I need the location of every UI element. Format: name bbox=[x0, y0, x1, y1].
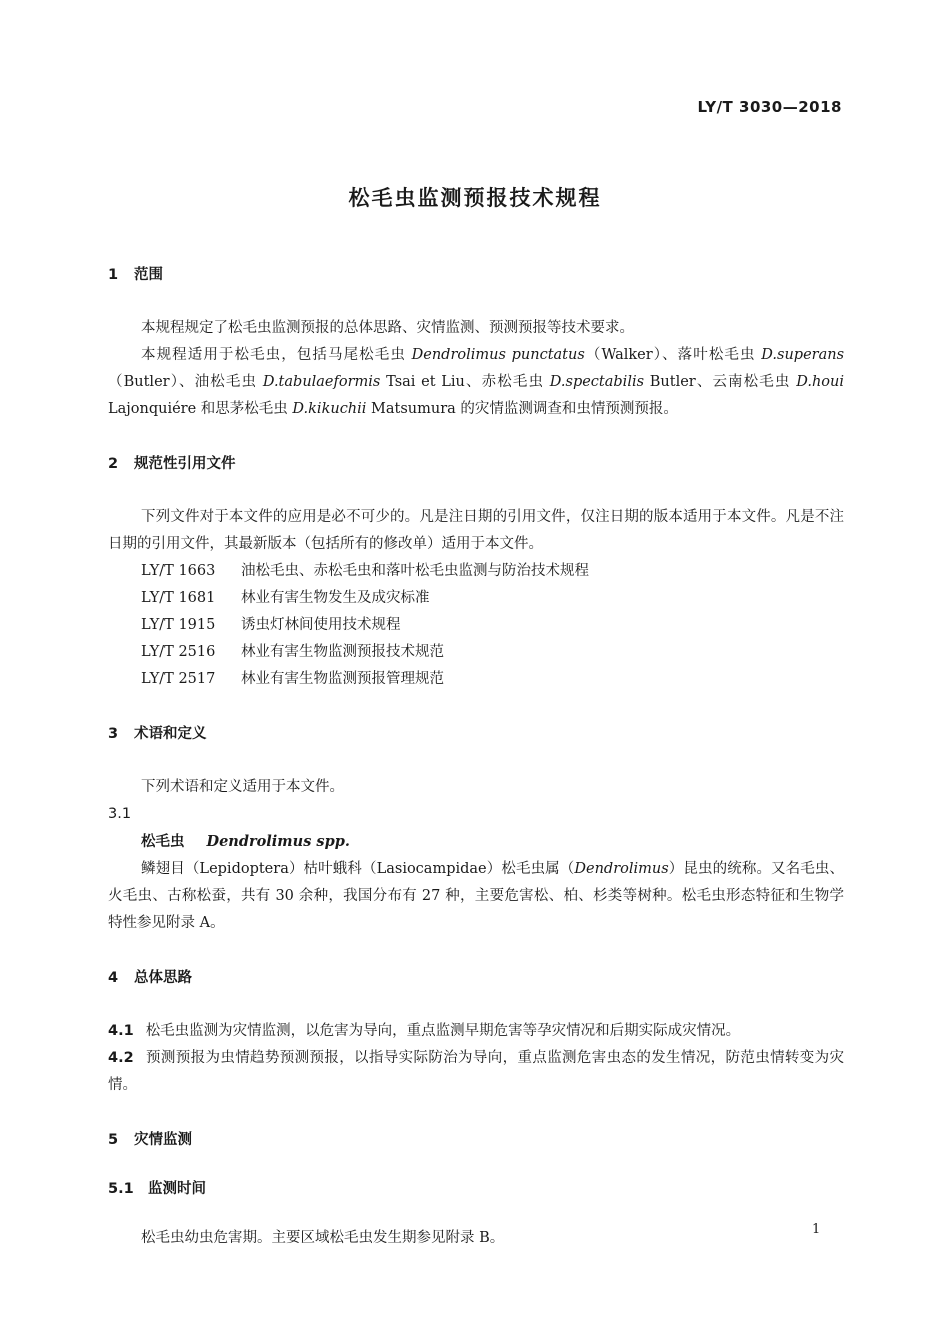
text-run: ）昆虫的统称。又名毛虫、火毛虫、古称松蚕，共有 30 余种，我国分布有 27 种，主要危害松、柏、杉类等树种。松毛虫形态特征和生物学特性参见附录 A。 bbox=[108, 861, 844, 931]
reference-code: LY/T 1681 bbox=[141, 590, 216, 606]
text-run: Lajonquiére 和思茅松毛虫 bbox=[108, 401, 293, 417]
section-title: 范围 bbox=[134, 267, 163, 283]
references-intro: 下列文件对于本文件的应用是必不可少的。凡是注日期的引用文件，仅注日期的版本适用于本文件。凡是不注日期的引用文件，其最新版本（包括所有的修改单）适用于本文件。 bbox=[108, 509, 844, 552]
scope-paragraph-2 bbox=[108, 342, 844, 423]
reference-title: 油松毛虫、赤松毛虫和落叶松毛虫监测与防治技术规程 bbox=[241, 563, 589, 579]
species-name: D.tabulaeformis bbox=[262, 374, 381, 390]
section-number: 2 bbox=[108, 456, 119, 472]
reference-title: 林业有害生物监测预报技术规范 bbox=[241, 644, 444, 660]
genus-name: Dendrolimus bbox=[574, 861, 669, 877]
reference-item bbox=[108, 639, 844, 666]
species-name: D.houi bbox=[796, 374, 844, 390]
section-title: 灾情监测 bbox=[134, 1132, 192, 1148]
page-number: 1 bbox=[812, 1222, 821, 1237]
section-heading-scope bbox=[108, 262, 844, 289]
clause-number: 4.2 bbox=[108, 1050, 134, 1066]
terms-intro: 下列术语和定义适用于本文件。 bbox=[141, 779, 344, 795]
reference-code: LY/T 1663 bbox=[141, 563, 216, 579]
section-number: 5 bbox=[108, 1132, 119, 1148]
term-entry bbox=[108, 828, 844, 856]
reference-code: LY/T 2517 bbox=[141, 671, 216, 687]
section-title: 总体思路 bbox=[134, 970, 192, 986]
scope-paragraph-1: 本规程规定了松毛虫监测预报的总体思路、灾情监测、预测预报等技术要求。 bbox=[141, 320, 634, 336]
section-title: 术语和定义 bbox=[134, 726, 207, 742]
species-name: Dendrolimus punctatus bbox=[411, 347, 585, 363]
document-body bbox=[108, 262, 844, 1252]
clause-number: 4.1 bbox=[108, 1023, 134, 1039]
monitoring-time-paragraph: 松毛虫幼虫危害期。主要区域松毛虫发生期参见附录 B。 bbox=[141, 1230, 505, 1246]
section-heading-disaster-monitoring bbox=[108, 1127, 844, 1154]
section-number: 3 bbox=[108, 726, 119, 742]
subsection-heading-monitoring-time bbox=[108, 1176, 844, 1203]
section-number: 1 bbox=[108, 267, 119, 283]
reference-title: 诱虫灯林间使用技术规程 bbox=[241, 617, 401, 633]
clause-text: 松毛虫监测为灾情监测，以危害为导向，重点监测早期危害等孕灾情况和后期实际成灾情况。 bbox=[145, 1023, 741, 1039]
standard-code: LY/T 3030—2018 bbox=[697, 98, 842, 116]
reference-code: LY/T 2516 bbox=[141, 644, 216, 660]
document-title: 松毛虫监测预报技术规程 bbox=[348, 186, 602, 210]
term-latin: Dendrolimus spp. bbox=[206, 833, 350, 850]
reference-item bbox=[108, 585, 844, 612]
text-run: （Walker）、落叶松毛虫 bbox=[584, 347, 762, 363]
reference-item bbox=[108, 666, 844, 693]
text-run: （Butler）、油松毛虫 bbox=[108, 374, 263, 390]
reference-item bbox=[108, 558, 844, 585]
clause-4-2 bbox=[108, 1045, 844, 1099]
term-number: 3.1 bbox=[108, 806, 132, 822]
species-name: D.kikuchii bbox=[292, 401, 367, 417]
species-name: D.superans bbox=[761, 347, 845, 363]
section-number: 4 bbox=[108, 970, 119, 986]
text-run: Butler、云南松毛虫 bbox=[644, 374, 797, 390]
section-heading-normative-references bbox=[108, 451, 844, 478]
text-run: Matsumura 的灾情监测调查和虫情预测预报。 bbox=[366, 401, 678, 417]
reference-code: LY/T 1915 bbox=[141, 617, 216, 633]
text-run: Tsai et Liu、赤松毛虫 bbox=[380, 374, 550, 390]
section-title: 规范性引用文件 bbox=[134, 456, 236, 472]
subsection-title: 监测时间 bbox=[148, 1181, 206, 1197]
section-heading-general-approach bbox=[108, 965, 844, 992]
reference-item bbox=[108, 612, 844, 639]
text-run: 本规程适用于松毛虫，包括马尾松毛虫 bbox=[141, 347, 412, 363]
reference-title: 林业有害生物发生及成灾标准 bbox=[241, 590, 430, 606]
text-run: 鳞翅目（Lepidoptera）枯叶蛾科（Lasiocampidae）松毛虫属（ bbox=[141, 861, 575, 877]
term-definition bbox=[108, 856, 844, 937]
clause-4-1 bbox=[108, 1018, 844, 1045]
reference-title: 林业有害生物监测预报管理规范 bbox=[241, 671, 444, 687]
clause-text: 预测预报为虫情趋势预测预报，以指导实际防治为导向，重点监测危害虫态的发生情况，防范虫情转变为灾情。 bbox=[108, 1050, 844, 1093]
section-heading-terms bbox=[108, 721, 844, 748]
species-name: D.spectabilis bbox=[549, 374, 645, 390]
subsection-number: 5.1 bbox=[108, 1181, 134, 1197]
term-chinese: 松毛虫 bbox=[141, 834, 185, 850]
